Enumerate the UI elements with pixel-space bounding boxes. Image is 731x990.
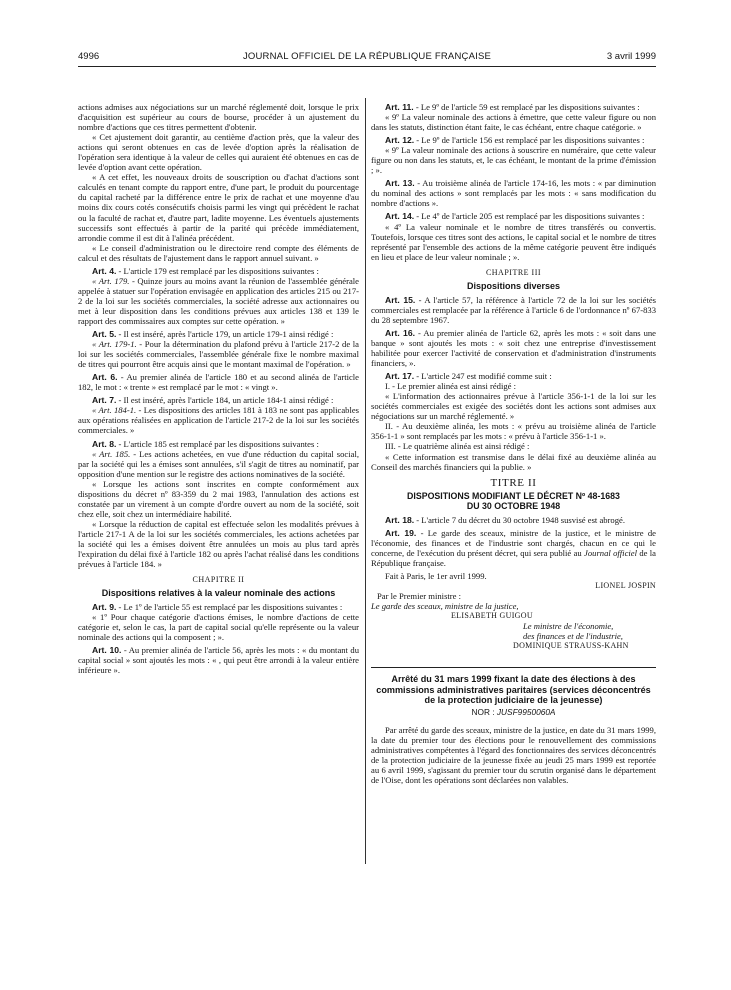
article-8-quote: « Art. 185. - Les actions achetées, en vue d'une réduction du capital social, par la société qui les a émises sont annulées, s'il s'agit de titres au nominatif, par opposition d'une mention sur le registre des actions nominatives de la société.	[78, 448, 359, 479]
right-column	[371, 102, 656, 785]
article-11: Art. 11. - Le 9º de l'article 59 est remplacé par les dispositions suivantes :	[385, 102, 640, 112]
article-label: Art. 17.	[385, 371, 415, 382]
article-4-quote: « Art. 179. - Quinze jours au moins avant la réunion de l'assemblée générale appelée à statuer sur l'opération envisagée en application des articles 215 ou 217-2 de la loi sur les sociétés commerciales, la société adresse aux actionnaires ou met à leur disposition dans les conditions prévues aux articles 138 et 139 le rapport des commissaires aux comptes sur cette opération. »	[78, 275, 359, 326]
article-7-quote: « Art. 184-1. - Les dispositions des articles 181 à 183 ne sont pas applicables aux opérations réalisées en application de l'article 217-2 de la loi sur les sociétés commerciales. »	[78, 405, 359, 436]
article-label: Art. 7.	[92, 395, 117, 406]
intro-paragraph: « Cet ajustement doit garantir, au centième d'action près, que la valeur des actions qui seront obtenues en cas de levée d'option après la réalisation de l'opération sera identique à la valeur de celles qui auraient été obtenues en cas de levée d'option avant cette opération.	[78, 132, 359, 173]
article-label: Art. 13.	[385, 178, 415, 189]
article-8-paragraph: « Lorsque la réduction de capital est effectuée selon les modalités prévues à l'article 217-1 A de la loi sur les sociétés commerciales, les actions achetées par la société qui les a émises doivent être annulées un mois au plus tard après l'expiration du délai fixé à l'article 182 ou après l'achat réalisé dans les conditions prévues à l'article 184. »	[78, 518, 359, 570]
article-17-paragraph: « Cette information est transmise dans le délai fixé au deuxième alinéa au Conseil des marchés financiers qui la publie. »	[371, 451, 656, 472]
article-10: Art. 10. - Au premier alinéa de l'article 56, après les mots : « du montant du capital social » sont ajoutés les mots : « , qui peut être arrondi à la valeur entière inférieure ».	[78, 645, 359, 676]
chapter-title: Dispositions relatives à la valeur nominale des actions	[101, 588, 336, 599]
article-label: Art. 6.	[92, 372, 118, 383]
article-9-quote: « 1º Pour chaque catégorie d'actions émises, le nombre d'actions de cette catégorie et, selon le cas, la part de capital social qu'elle représente ou la valeur nominale des actions qui la composent ; ».	[78, 612, 359, 643]
article-label: Art. 18.	[385, 514, 415, 525]
nor-reference: NOR : JUSF9950060A	[471, 706, 556, 717]
chapter-heading: CHAPITRE II	[192, 575, 245, 585]
intro-paragraph: actions admises aux négociations sur un marché réglementé doit, lorsque le prix d'acquisition est supérieur au cours de bourse, procéder à un ajustement du nombre d'actions que ces titres permettent d'obtenir.	[78, 102, 359, 133]
article-4: Art. 4. - L'article 179 est remplacé par les dispositions suivantes :	[92, 265, 319, 276]
signature-date: Fait à Paris, le 1er avril 1999.	[385, 570, 487, 581]
intro-paragraph: « Le conseil d'administration ou le directoire rend compte des éléments de calcul et des résultats de l'ajustement dans le rapport annuel suivant. »	[78, 242, 359, 263]
section-rule	[371, 667, 656, 668]
journal-title: JOURNAL OFFICIEL DE LA RÉPUBLIQUE FRANÇAISE	[242, 51, 492, 62]
ministre-title: Le ministre de l'économie,	[523, 621, 614, 632]
article-label: Art. 8.	[92, 438, 117, 449]
article-5-quote: « Art. 179-1. - Pour la détermination du plafond prévu à l'article 217-2 de la loi sur les sociétés commerciales, l'assemblée générale fixe le nombre maximal de titres qui pourront être acquis ainsi que le montant maximal de l'opération. »	[78, 339, 359, 370]
article-label: Art. 9.	[92, 602, 117, 613]
article-8-paragraph: « Lorsque les actions sont inscrites en compte conformément aux dispositions du décret nº 83-359 du 2 mai 1983, l'annulation des actions est constatée par un virement à un compte d'ordre ouvert au nom de la société, soit chez elle, soit chez un intermédiaire habilité.	[78, 478, 359, 519]
title-subheading: DISPOSITIONS MODIFIANT LE DÉCRET Nº 48-1683 DU 30 OCTOBRE 1948	[407, 490, 620, 512]
page-header	[78, 51, 656, 65]
article-11-quote: « 9º La valeur nominale des actions à émettre, que cette valeur figure ou non dans les statuts, distinction étant faite, le cas échéant, entre chaque catégorie. »	[371, 112, 656, 133]
article-14-quote: « 4º La valeur nominale et le nombre de titres transférés ou convertis. Toutefois, lorsque ces titres sont des actions, le capital social et le nombre de titres représenté par l'ensemble des actions de la même catégorie peuvent être indiqués en lieu et place de leur valeur nominale ; ».	[371, 221, 656, 262]
signer-prime-minister: LIONEL JOSPIN	[595, 580, 656, 590]
article-17-paragraph: II. - Au deuxième alinéa, les mots : « prévu au troisième alinéa de l'article 356-1-1 » sont remplacés par les mots : « prévu à l'article 356-1-1 ».	[371, 421, 656, 442]
article-label: Art. 10.	[92, 645, 122, 656]
article-8: Art. 8. - L'article 185 est remplacé par les dispositions suivantes :	[92, 438, 319, 449]
article-label: Art. 5.	[92, 329, 117, 340]
page-number: 4996	[78, 51, 100, 62]
article-7: Art. 7. - Il est inséré, après l'article 184, un article 184-1 ainsi rédigé :	[92, 395, 334, 406]
article-label: Art. 12.	[385, 135, 415, 146]
column-divider	[365, 98, 366, 864]
article-18: Art. 18. - L'article 7 du décret du 30 octobre 1948 susvisé est abrogé.	[385, 514, 625, 525]
garde-des-sceaux-name: ELISABETH GUIGOU	[451, 611, 533, 621]
article-label: Art. 11.	[385, 102, 414, 112]
article-17-paragraph: III. - Le quatrième alinéa est ainsi rédigé :	[385, 441, 530, 452]
article-9: Art. 9. - Le 1º de l'article 55 est remplacé par les dispositions suivantes :	[92, 602, 343, 613]
arrete-title: Arrêté du 31 mars 1999 fixant la date des élections à des commissions administratives paritaires (services déconcentrés de la protection judiciaire de la jeunesse)	[376, 674, 651, 706]
article-16: Art. 16. - Au premier alinéa de l'article 62, après les mots : « soit dans une banque » sont ajoutés les mots : « soit chez une entreprise d'investissement habilitée pour exercer l'activité de conservation et d'administration d'instruments financiers, ».	[371, 327, 656, 369]
article-label: Art. 15.	[385, 294, 416, 305]
ministre-name: DOMINIQUE STRAUSS-KAHN	[513, 641, 629, 651]
article-17: Art. 17. - L'article 247 est modifié comme suit :	[385, 371, 552, 382]
intro-paragraph: « A cet effet, les nouveaux droits de souscription ou d'achat d'actions sont calculés en tenant compte du rapport entre, d'une part, le produit du pourcentage du capital racheté par la différence entre le prix de rachat et une moyenne d'au moins dix cours cotés consécutifs choisis parmi les vingt qui précèdent le rachat ou la faculté de rachat et, d'autre part, ladite moyenne. Les éventuels ajustements successifs sont effectués à partir de la parité qui précède immédiatement, arrondie comme il est dit à l'alinéa précédent.	[78, 172, 359, 243]
article-6: Art. 6. - Au premier alinéa de l'article 180 et au second alinéa de l'article 182, le mot : « trente » est remplacé par le mot : « vingt ».	[78, 372, 359, 393]
article-12-quote: « 9º La valeur nominale des actions à souscrire en numéraire, que cette valeur figure ou non dans les statuts, et, le cas échéant, le montant de la prime d'émission ; ».	[371, 145, 656, 176]
article-label: Art. 19.	[385, 527, 417, 538]
article-label: Art. 14.	[385, 211, 415, 222]
garde-des-sceaux-title: Le garde des sceaux, ministre de la justice,	[371, 601, 519, 612]
article-15: Art. 15. - A l'article 57, la référence à l'article 72 de la loi sur les sociétés commerciales est remplacée par la référence à l'article 6 de l'ordonnance nº 67-833 du 28 septembre 1967.	[371, 294, 656, 325]
article-label: Art. 16.	[385, 327, 415, 338]
article-19: Art. 19. - Le garde des sceaux, ministre de la justice, et le ministre de l'économie, des finances et de l'industrie sont chargés, chacun en ce qui le concerne, de l'exécution du présent décret, qui sera publié au Journal officiel de la République française.	[371, 527, 656, 568]
article-14: Art. 14. - Le 4º de l'article 205 est remplacé par les dispositions suivantes :	[385, 211, 645, 222]
header-rule	[78, 66, 656, 67]
article-5: Art. 5. - Il est inséré, après l'article 179, un article 179-1 ainsi rédigé :	[92, 329, 334, 340]
chapter-heading: CHAPITRE III	[485, 267, 542, 277]
chapter-title: Dispositions diverses	[466, 280, 561, 291]
article-13: Art. 13. - Au troisième alinéa de l'article 174-16, les mots : « par diminution du nominal des actions » sont remplacés par les mots : « sans modification du nombre d'actions ».	[371, 178, 656, 209]
left-column	[78, 102, 359, 676]
article-17-paragraph: « L'information des actionnaires prévue à l'article 356-1-1 de la loi sur les sociétés commerciales est exigée des sociétés dont les actions sont admises aux négociations sur un marché réglementé. »	[371, 391, 656, 422]
article-12: Art. 12. - Le 9º de l'article 156 est remplacé par les dispositions suivantes :	[385, 135, 645, 146]
arrete-text: Par arrêté du garde des sceaux, ministre de la justice, en date du 31 mars 1999, la date du premier tour des élections pour le renouvellement des commissions administratives compétentes à l'égard des fonctionnaires des services déconcentrés de la protection judiciaire de la jeunesse fixée au jeudi 25 mars 1999 est reportée au 6 avril 1999, s'agissant du premier tour du scrutin organisé dans le département de l'Oise, dont les opérations sont déclarées non valables.	[371, 724, 656, 786]
ministre-title: des finances et de l'industrie,	[523, 631, 623, 642]
par-prime-minister: Par le Premier ministre :	[377, 590, 462, 601]
title-heading: TITRE II	[490, 476, 537, 489]
issue-date: 3 avril 1999	[606, 51, 656, 62]
article-17-paragraph: I. - Le premier alinéa est ainsi rédigé :	[385, 381, 516, 392]
article-label: Art. 4.	[92, 265, 117, 276]
